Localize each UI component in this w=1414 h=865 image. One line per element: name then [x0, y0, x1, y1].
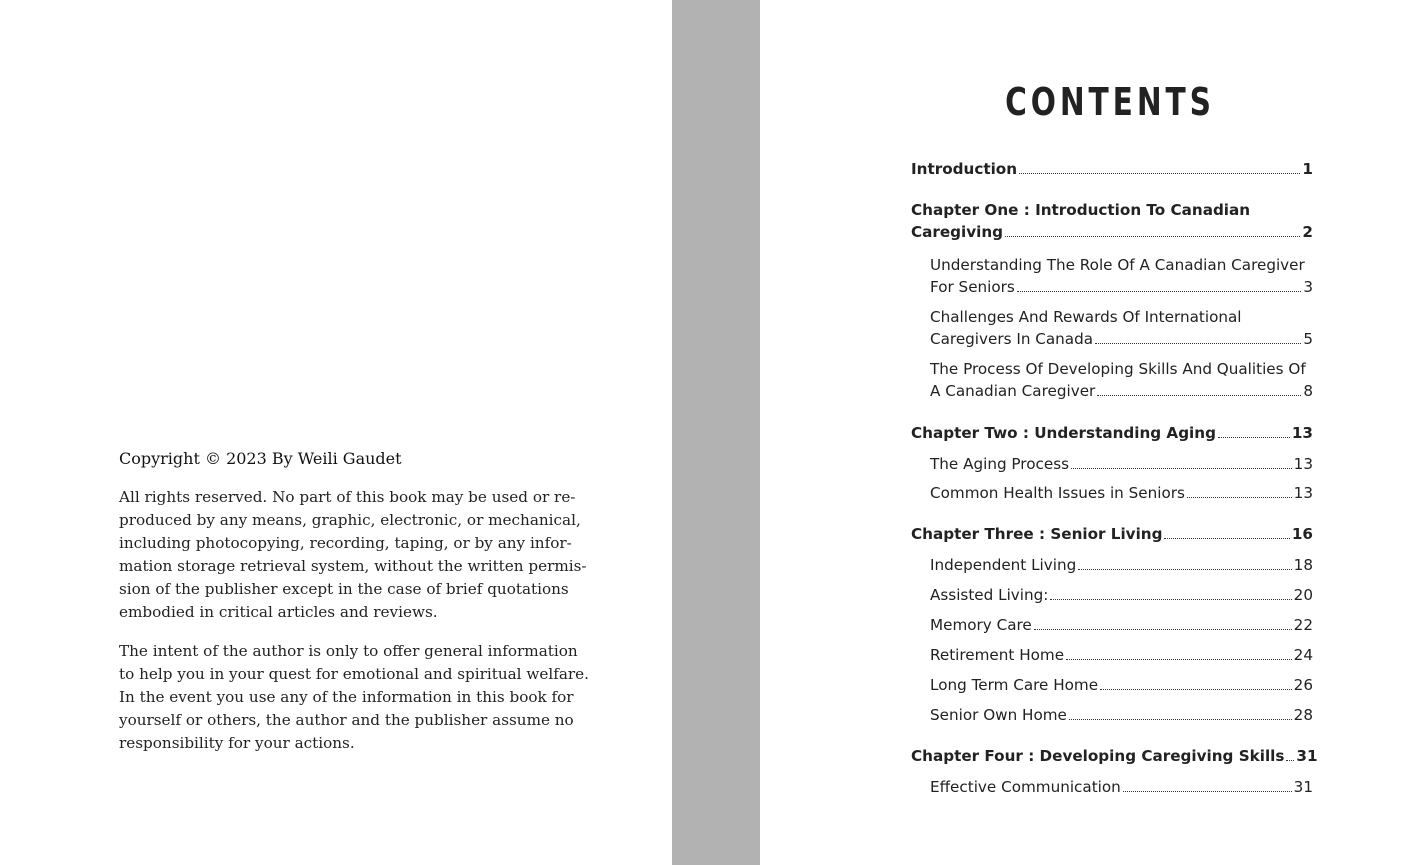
contents-title: CONTENTS	[1005, 80, 1215, 124]
toc-page-number: 1	[1302, 160, 1313, 178]
toc-entry-label: Caregiving	[911, 223, 1004, 241]
toc-chapter-entry[interactable]	[911, 523, 1313, 545]
rights-line: including photocopying, recording, taping, or by any infor-	[119, 534, 572, 552]
toc-section-entry[interactable]	[930, 644, 1313, 666]
rights-line: embodied in critical articles and reviews.	[119, 603, 438, 621]
toc-page-number: 5	[1303, 330, 1313, 348]
disclaimer-line: to help you in your quest for emotional and spiritual welfare.	[119, 665, 589, 683]
toc-entry-first-line: The Process Of Developing Skills And Qualities Of	[930, 360, 1306, 378]
toc-entry-label: Chapter Four : Developing Caregiving Skills	[911, 747, 1285, 765]
toc-entry-row	[930, 704, 1313, 726]
toc-entry-label: Chapter Two : Understanding Aging	[911, 424, 1216, 442]
toc-entry-row	[930, 584, 1313, 606]
toc-page-number: 13	[1293, 455, 1313, 473]
toc-entry-row	[930, 453, 1313, 475]
toc-entry-row	[930, 614, 1313, 636]
toc-dot-leader	[1034, 629, 1292, 630]
toc-dot-leader	[1095, 343, 1301, 344]
rights-line: produced by any means, graphic, electronic, or mechanical,	[119, 511, 581, 529]
toc-section-entry[interactable]	[930, 254, 1313, 298]
toc-page-number: 16	[1291, 525, 1313, 543]
copyright-block	[119, 448, 589, 771]
toc-section-entry[interactable]	[930, 453, 1313, 475]
rights-line: sion of the publisher except in the case of brief quotations	[119, 580, 569, 598]
toc-dot-leader	[1164, 538, 1289, 539]
toc-entry-row	[930, 276, 1313, 298]
toc-page-number: 8	[1303, 382, 1313, 400]
toc-page-number: 31	[1293, 778, 1313, 796]
toc-page-number: 13	[1293, 484, 1313, 502]
toc-entry-label: Caregivers In Canada	[930, 330, 1094, 348]
rights-paragraph	[119, 486, 587, 624]
toc-page-number: 31	[1296, 747, 1318, 765]
toc-entry-row	[930, 328, 1313, 350]
disclaimer-line: The intent of the author is only to offer general information	[119, 642, 578, 660]
toc-section-entry[interactable]	[930, 776, 1313, 798]
toc-chapter-entry[interactable]	[911, 199, 1313, 243]
toc-chapter-entry[interactable]	[911, 745, 1318, 767]
disclaimer-line: In the event you use any of the information in this book for	[119, 688, 574, 706]
toc-dot-leader	[1071, 468, 1292, 469]
toc-page-number: 24	[1293, 646, 1313, 664]
toc-dot-leader	[1123, 791, 1292, 792]
toc-entry-label: For Seniors	[930, 278, 1015, 296]
toc-dot-leader	[1069, 719, 1292, 720]
toc-dot-leader	[1218, 437, 1290, 438]
toc-chapter-entry[interactable]	[911, 158, 1313, 180]
rights-line: mation storage retrieval system, without the written permis-	[119, 557, 587, 575]
toc-dot-leader	[1005, 236, 1300, 237]
toc-entry-row	[930, 482, 1313, 504]
toc-entry-first-line: Understanding The Role Of A Canadian Caregiver	[930, 256, 1305, 274]
toc-entry-label: Independent Living	[930, 556, 1077, 574]
toc-entry-row	[930, 644, 1313, 666]
toc-section-entry[interactable]	[930, 306, 1313, 350]
toc-entry-row	[911, 158, 1313, 180]
toc-page-number: 20	[1293, 586, 1313, 604]
toc-page-number: 13	[1291, 424, 1313, 442]
copyright-title: Copyright © 2023 By Weili Gaudet	[119, 449, 402, 468]
toc-entry-label: Memory Care	[930, 616, 1032, 634]
toc-dot-leader	[1066, 659, 1292, 660]
toc-entry-row	[930, 674, 1313, 696]
toc-entry-label: Retirement Home	[930, 646, 1065, 664]
toc-entry-row	[930, 776, 1313, 798]
toc-entry-first-line: Challenges And Rewards Of International	[930, 308, 1242, 326]
toc-entry-row	[911, 745, 1318, 767]
toc-entry-row	[911, 422, 1313, 444]
rights-line: All rights reserved. No part of this book may be used or re-	[119, 488, 576, 506]
toc-entry-label: Long Term Care Home	[930, 676, 1099, 694]
toc-dot-leader	[1078, 569, 1291, 570]
left-page-copyright	[0, 0, 672, 865]
toc-section-entry[interactable]	[930, 674, 1313, 696]
toc-page-number: 28	[1293, 706, 1313, 724]
toc-section-entry[interactable]	[930, 584, 1313, 606]
toc-entry-row	[911, 523, 1313, 545]
toc-page-number: 2	[1302, 223, 1313, 241]
toc-entry-label: A Canadian Caregiver	[930, 382, 1096, 400]
toc-entry-label: Effective Communication	[930, 778, 1121, 796]
toc-entry-row	[911, 221, 1313, 243]
disclaimer-line: responsibility for your actions.	[119, 734, 355, 752]
toc-page-number: 18	[1293, 556, 1313, 574]
toc-entry-first-line: Chapter One : Introduction To Canadian	[911, 201, 1251, 219]
toc-section-entry[interactable]	[930, 704, 1313, 726]
toc-page-number: 3	[1303, 278, 1313, 296]
toc-section-entry[interactable]	[930, 358, 1313, 402]
toc-section-entry[interactable]	[930, 614, 1313, 636]
toc-entry-label: Assisted Living:	[930, 586, 1049, 604]
book-gutter	[672, 0, 760, 865]
toc-dot-leader	[1097, 395, 1301, 396]
toc-chapter-entry[interactable]	[911, 422, 1313, 444]
disclaimer-line: yourself or others, the author and the publisher assume no	[119, 711, 574, 729]
toc-dot-leader	[1187, 497, 1292, 498]
toc-entry-row	[930, 380, 1313, 402]
toc-dot-leader	[1286, 760, 1294, 761]
toc-entry-label: Common Health Issues in Seniors	[930, 484, 1185, 502]
toc-section-entry[interactable]	[930, 554, 1313, 576]
toc-dot-leader	[1050, 599, 1291, 600]
disclaimer-paragraph	[119, 640, 589, 755]
toc-page-number: 26	[1293, 676, 1313, 694]
toc-entry-label: Senior Own Home	[930, 706, 1067, 724]
toc-entry-row	[930, 554, 1313, 576]
toc-dot-leader	[1017, 291, 1301, 292]
toc-page-number: 22	[1293, 616, 1313, 634]
toc-section-entry[interactable]	[930, 482, 1313, 504]
toc-entry-label: Introduction	[911, 160, 1018, 178]
toc-dot-leader	[1100, 689, 1292, 690]
toc-entry-label: Chapter Three : Senior Living	[911, 525, 1163, 543]
toc-dot-leader	[1019, 173, 1300, 174]
toc-entry-label: The Aging Process	[930, 455, 1070, 473]
